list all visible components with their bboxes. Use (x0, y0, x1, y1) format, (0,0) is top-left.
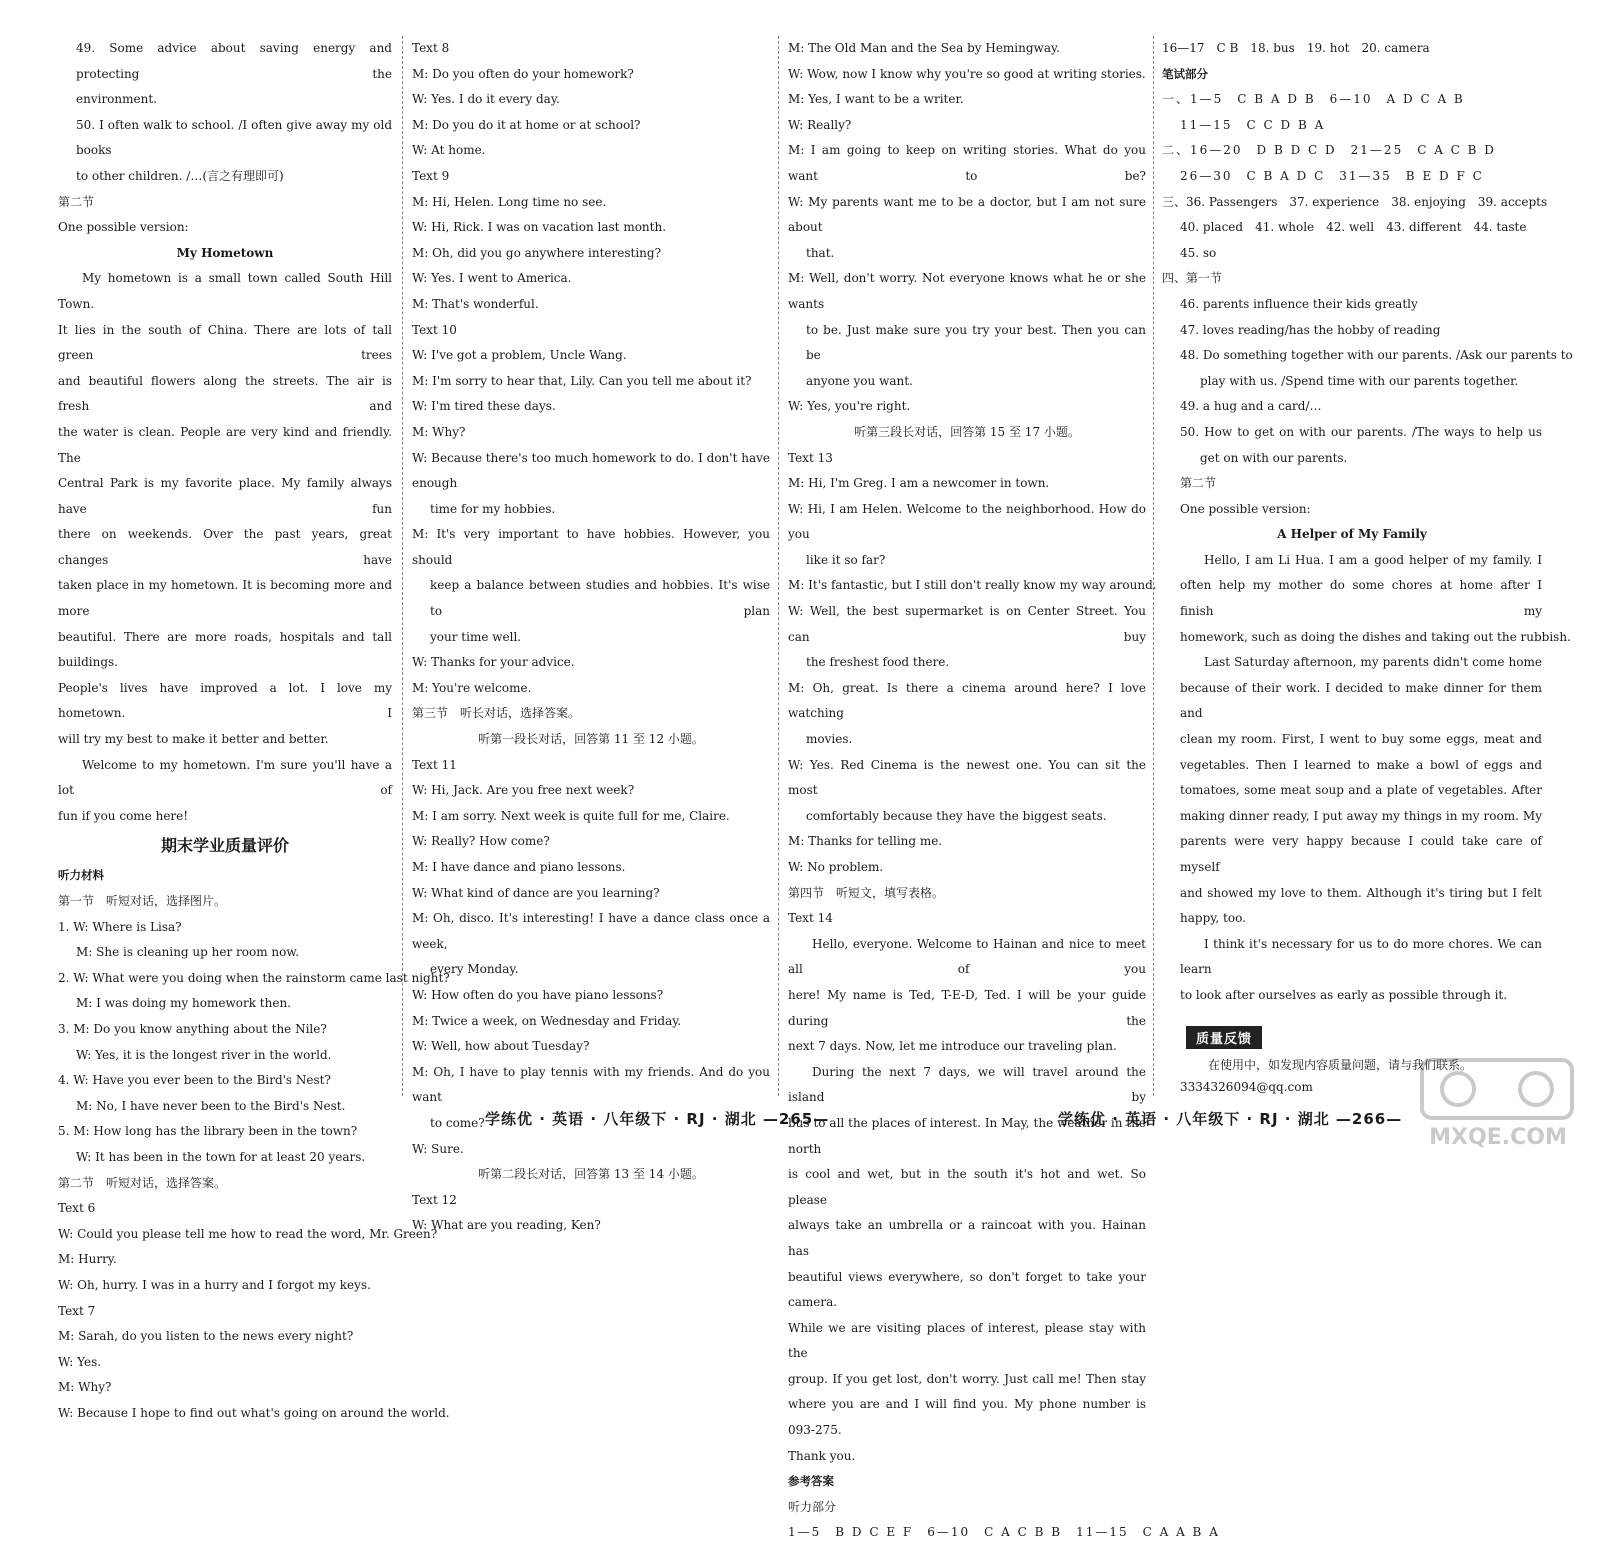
dialogue-line: 3. M: Do you know anything about the Nile? (58, 1021, 327, 1036)
answer-line: 50. How to get on with our parents. /The ways to help us (1180, 424, 1542, 439)
dialogue-line: like it so far? (806, 552, 886, 567)
essay-line: Last Saturday afternoon, my parents didn't come home (1204, 655, 1542, 670)
text-label: Text 8 (412, 41, 450, 55)
dialogue-line: M: I have dance and piano lessons. (412, 860, 626, 874)
essay-line: Hello, I am Li Hua. I am a good helper of my family. I (1204, 552, 1542, 567)
dialogue-line: W: At home. (412, 143, 486, 158)
dialogue-line: W: Yes, it is the longest river in the world. (76, 1047, 332, 1062)
dialogue-line: M: She is cleaning up her room now. (76, 945, 300, 960)
version-label: One possible version: (1180, 501, 1311, 516)
answer-line: 49. a hug and a card/… (1180, 399, 1322, 414)
essay-line: It lies in the south of China. There are lots of tall green trees (58, 322, 392, 363)
dialogue-line: W: Hi, Jack. Are you free next week? (412, 783, 635, 798)
essay-line: I think it's necessary for us to do more chores. We can learn (1180, 936, 1542, 977)
column-divider (402, 36, 403, 1096)
answer-line: 49. Some advice about saving energy and protecting the (76, 41, 392, 81)
text-label: Text 13 (788, 450, 833, 465)
essay-line: often help my mother do some chores at home after I finish my (1180, 578, 1542, 619)
listening-material-label: 听力材料 (58, 868, 104, 883)
dialogue-line: that. (806, 245, 835, 260)
dialogue-line: W: Could you please tell me how to read the word, Mr. Green? (58, 1226, 438, 1241)
dialogue-line: M: Yes, I want to be a writer. (788, 92, 964, 107)
dialogue-line: W: What are you reading, Ken? (412, 1218, 601, 1233)
passage-line: beautiful views everywhere, so don't forget to take your camera. (788, 1269, 1146, 1310)
dialogue-line: M: You're welcome. (412, 680, 532, 695)
dialogue-line: M: It's fantastic, but I still don't really know my way around. (788, 578, 1157, 593)
essay-line: to look after ourselves as early as possible through it. (1180, 987, 1508, 1002)
essay-line: homework, such as doing the dishes and taking out the rubbish. (1180, 629, 1571, 644)
dialogue-line: M: The Old Man and the Sea by Hemingway. (788, 41, 1060, 55)
dialogue-line: W: Yes. (58, 1354, 102, 1369)
passage-line: always take an umbrella or a raincoat with you. Hainan has (788, 1218, 1146, 1258)
dialogue-line: M: That's wonderful. (412, 296, 539, 311)
essay-line: will try my best to make it better and better. (58, 732, 329, 747)
section-label: 第二节 (1180, 476, 1217, 491)
dialogue-line: M: Do you do it at home or at school? (412, 117, 641, 132)
dialogue-line: M: I am going to keep on writing stories. What do you want to be? (788, 143, 1146, 183)
passage-line: Hello, everyone. Welcome to Hainan and nice to meet all of you (788, 936, 1146, 977)
dialogue-line: M: Twice a week, on Wednesday and Friday. (412, 1013, 682, 1028)
instruction-line: 听第三段长对话，回答第 15 至 17 小题。 (854, 424, 1080, 439)
dialogue-line: time for my hobbies. (430, 501, 556, 516)
version-label: One possible version: (58, 220, 189, 235)
dialogue-line: W: What kind of dance are you learning? (412, 885, 660, 900)
dialogue-line: anyone you want. (806, 373, 913, 388)
answer-line: 47. loves reading/has the hobby of reading (1180, 322, 1441, 337)
dialogue-line: W: Yes. I went to America. (412, 271, 572, 286)
answer-line: environment. (76, 92, 157, 107)
quality-feedback-badge: 质量反馈 (1186, 1026, 1262, 1049)
text-label: Text 7 (58, 1303, 96, 1318)
feedback-note: 在使用中，如发现内容质量问题，请与我们联系。 (1208, 1058, 1473, 1072)
essay-line: the water is clean. People are very kind and friendly. The (58, 424, 392, 465)
page-footer-left: 学练优 · 英语 · 八年级下 · RJ · 湖北 —265— (485, 1110, 830, 1128)
section-label: 四、第一节 (1162, 271, 1223, 286)
essay-line: and beautiful flowers along the streets. The air is fresh and (58, 373, 392, 414)
dialogue-line: W: Sure. (412, 1141, 464, 1156)
dialogue-line: W: I'm tired these days. (412, 399, 556, 414)
dialogue-line: W: Yes. Red Cinema is the newest one. You can sit the most (788, 757, 1146, 798)
answer-line: 46. parents influence their kids greatly (1180, 296, 1418, 311)
passage-line: group. If you get lost, don't worry. Just call me! Then stay (788, 1371, 1146, 1386)
section-label: 第一节 听短对话，选择图片。 (58, 894, 227, 908)
dialogue-line: W: Hi, I am Helen. Welcome to the neighborhood. How do you (788, 501, 1146, 542)
column-4 (1162, 36, 1573, 1009)
answer-line: play with us. /Spend time with our parents together. (1200, 373, 1519, 388)
dialogue-line: M: I'm sorry to hear that, Lily. Can you tell me about it? (412, 373, 752, 388)
passage-line: While we are visiting places of interest, please stay with the (788, 1320, 1146, 1361)
answer-line: 50. I often walk to school. /I often give away my old books (76, 117, 392, 158)
section-label: 听力部分 (788, 1499, 837, 1514)
essay-line: tomatoes, some meat soup and a plate of vegetables. After (1180, 783, 1542, 798)
passage-line: here! My name is Ted, T-E-D, Ted. I will be your guide during the (788, 987, 1146, 1028)
dialogue-line: comfortably because they have the biggest seats. (806, 808, 1107, 823)
section-label: 第三节 听长对话，选择答案。 (412, 706, 581, 721)
dialogue-line: W: Really? (788, 117, 852, 132)
essay-line: making dinner ready, I put away my things in my room. My (1180, 808, 1542, 823)
dialogue-line: your time well. (430, 629, 522, 644)
instruction-line: 听第一段长对话，回答第 11 至 12 小题。 (478, 732, 704, 747)
dialogue-line: W: Yes. I do it every day. (412, 92, 560, 107)
dialogue-line: M: No, I have never been to the Bird's Nest. (76, 1098, 346, 1113)
written-part-label: 笔试部分 (1162, 66, 1208, 81)
essay-line: fun if you come here! (58, 808, 189, 823)
dialogue-line: W: It has been in the town for at least 20 years. (76, 1149, 366, 1164)
essay-line: taken place in my hometown. It is becoming more and more (58, 578, 392, 619)
dialogue-line: W: No problem. (788, 860, 884, 874)
text-label: Text 10 (412, 322, 457, 337)
answer-line: 16—17 C B 18. bus 19. hot 20. camera (1162, 41, 1430, 55)
dialogue-line: M: Hurry. (58, 1252, 117, 1267)
dialogue-line: M: Well, don't worry. Not everyone knows what he or she wants (788, 271, 1146, 311)
passage-line: bus to all the places of interest. In May, the weather in the north (788, 1115, 1146, 1156)
dialogue-line: to be. Just make sure you try your best. Then you can be (806, 322, 1146, 363)
essay-line: People's lives have improved a lot. I love my hometown. I (58, 680, 392, 721)
text-label: Text 11 (412, 757, 457, 772)
dialogue-line: 2. W: What were you doing when the rainstorm came last night? (58, 970, 450, 985)
dialogue-line: keep a balance between studies and hobbies. It's wise to plan (430, 578, 770, 619)
passage-line: During the next 7 days, we will travel around the island by (788, 1064, 1146, 1105)
dialogue-line: M: Oh, I have to play tennis with my friends. And do you want (412, 1064, 770, 1105)
watermark-text: MXQE.COM (1429, 1125, 1567, 1150)
answer-line: 一、1—5 C B A D B 6—10 A D C A B (1162, 92, 1465, 107)
dialogue-line: W: Wow, now I know why you're so good at writing stories. (788, 66, 1146, 81)
dialogue-line: M: Hi, I'm Greg. I am a newcomer in town. (788, 476, 1050, 491)
exam-title: 期末学业质量评价 (160, 836, 289, 856)
dialogue-line: M: Thanks for telling me. (788, 834, 943, 849)
dialogue-line: 5. M: How long has the library been in the town? (58, 1124, 358, 1139)
column-divider (1153, 36, 1154, 1096)
column-divider (778, 36, 779, 1096)
dialogue-line: W: Really? How come? (412, 834, 550, 849)
essay-line: happy, too. (1180, 911, 1246, 926)
passage-line: where you are and I will find you. My phone number is 093-275. (788, 1397, 1146, 1438)
dialogue-line: W: I've got a problem, Uncle Wang. (412, 348, 627, 363)
dialogue-line: M: I was doing my homework then. (76, 996, 291, 1011)
dialogue-line: W: Oh, hurry. I was in a hurry and I forgot my keys. (58, 1277, 371, 1292)
dialogue-line: to come? (430, 1115, 485, 1130)
answer-line: 三、36. Passengers 37. experience 38. enjoying 39. accepts (1162, 194, 1548, 209)
essay-line: My hometown is a small town called South Hill Town. (58, 271, 392, 311)
dialogue-line: W: How often do you have piano lessons? (412, 987, 664, 1002)
passage-line: Thank you. (788, 1448, 856, 1463)
page-footer-right: 学练优 · 英语 · 八年级下 · RJ · 湖北 —266— (1058, 1110, 1403, 1128)
dialogue-line: the freshest food there. (806, 655, 950, 670)
dialogue-line: M: I am sorry. Next week is quite full for me, Claire. (412, 808, 730, 823)
passage-line: is cool and wet, but in the south it's hot and wet. So please (788, 1167, 1146, 1207)
dialogue-line: W: Yes, you're right. (788, 399, 911, 414)
answer-line: 40. placed 41. whole 42. well 43. different 44. taste (1180, 220, 1527, 235)
essay-line: there on weekends. Over the past years, great changes have (58, 527, 392, 567)
dialogue-line: M: Sarah, do you listen to the news every night? (58, 1329, 354, 1344)
essay-line: because of their work. I decided to make dinner for them and (1180, 680, 1542, 721)
dialogue-line: W: Because there's too much homework to do. I don't have enough (412, 450, 770, 491)
dialogue-line: M: Oh, did you go anywhere interesting? (412, 245, 662, 260)
answer-key-label: 参考答案 (788, 1474, 834, 1489)
answer-line: 48. Do something together with our parents. /Ask our parents to (1180, 348, 1573, 363)
watermark-logo (1418, 1054, 1578, 1154)
essay-line: vegetables. Then I learned to make a bowl of eggs and (1180, 757, 1542, 772)
dialogue-line: W: Well, the best supermarket is on Center Street. You can buy (788, 604, 1146, 644)
answer-line: 26—30 C B A D C 31—35 B E D F C (1180, 168, 1484, 183)
dialogue-line: W: Thanks for your advice. (412, 655, 575, 670)
answer-line: get on with our parents. (1200, 450, 1348, 465)
answer-line: to other children. /…(言之有理即可) (76, 168, 284, 183)
essay-line: parents were very happy because I could take care of myself (1180, 834, 1542, 874)
column-2 (412, 36, 770, 1239)
text-label: Text 6 (58, 1201, 96, 1216)
dialogue-line: M: Why? (58, 1380, 112, 1395)
section-label: 第四节 听短文，填写表格。 (788, 885, 945, 900)
essay-line: Central Park is my favorite place. My family always have fun (58, 476, 392, 516)
dialogue-line: M: It's very important to have hobbies. However, you should (412, 527, 770, 567)
answer-line: 45. so (1180, 245, 1217, 260)
essay-line: clean my room. First, I went to buy some eggs, meat and (1180, 732, 1542, 747)
answer-line: 11—15 C C D B A (1180, 117, 1326, 132)
answer-line: 1—5 B D C E F 6—10 C A C B B 11—15 C A A B A (788, 1525, 1220, 1540)
dialogue-line: every Monday. (430, 962, 519, 977)
instruction-line: 听第二段长对话，回答第 13 至 14 小题。 (478, 1167, 704, 1182)
dialogue-line: W: My parents want me to be a doctor, but I am not sure about (788, 194, 1146, 235)
text-label: Text 9 (412, 168, 450, 183)
essay-title: A Helper of My Family (1277, 527, 1427, 542)
text-label: Text 12 (412, 1192, 457, 1207)
dialogue-line: 1. W: Where is Lisa? (58, 919, 182, 934)
essay-line: and showed my love to them. Although it's tiring but I felt (1180, 885, 1542, 900)
text-label: Text 14 (788, 911, 833, 926)
essay-title: My Hometown (176, 245, 274, 260)
passage-line: next 7 days. Now, let me introduce our traveling plan. (788, 1039, 1117, 1054)
dialogue-line: M: Hi, Helen. Long time no see. (412, 194, 607, 209)
section-label: 第二节 听短对话，选择答案。 (58, 1175, 227, 1190)
essay-line: beautiful. There are more roads, hospitals and tall buildings. (58, 629, 392, 670)
essay-line: Welcome to my hometown. I'm sure you'll have a lot of (58, 757, 392, 798)
feedback-email[interactable]: 3334326094@qq.com (1180, 1080, 1313, 1094)
section-label: 第二节 (58, 194, 95, 209)
dialogue-line: M: Do you often do your homework? (412, 66, 634, 81)
dialogue-line: W: Because I hope to find out what's going on around the world. (58, 1405, 450, 1420)
dialogue-line: M: Why? (412, 424, 466, 439)
dialogue-line: M: Oh, disco. It's interesting! I have a dance class once a week, (412, 911, 770, 951)
dialogue-line: 4. W: Have you ever been to the Bird's Nest? (58, 1073, 331, 1088)
dialogue-line: W: Well, how about Tuesday? (412, 1039, 590, 1054)
dialogue-line: M: Oh, great. Is there a cinema around here? I love watching (788, 680, 1146, 721)
answer-line: 二、16—20 D B D C D 21—25 C A C B D (1162, 143, 1496, 158)
dialogue-line: movies. (806, 732, 853, 747)
dialogue-line: W: Hi, Rick. I was on vacation last month. (412, 220, 667, 235)
